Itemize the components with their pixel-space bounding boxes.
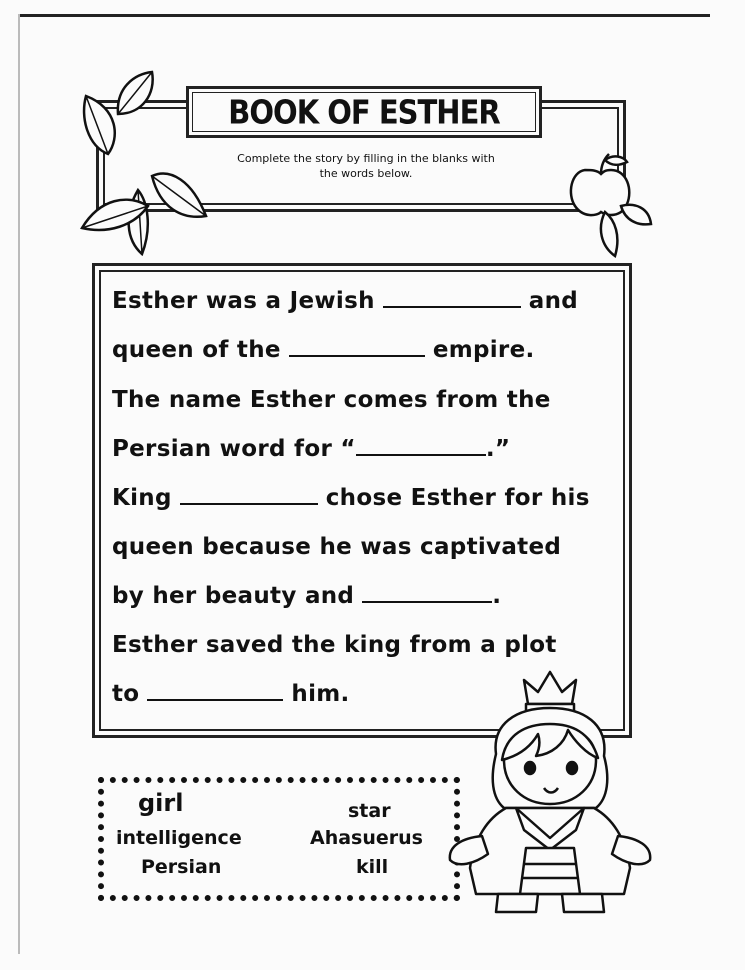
word-bank-item[interactable]: star	[348, 800, 391, 822]
story-text: by her beauty and	[112, 583, 355, 609]
story-line-8	[112, 632, 557, 658]
blank-3[interactable]	[356, 454, 486, 456]
story-line-1	[112, 288, 578, 314]
word-bank-item[interactable]: kill	[356, 856, 389, 878]
story-line-2	[112, 337, 535, 363]
instructions-line-1: Complete the story by filling in the blanks with	[237, 152, 495, 165]
story-line-9	[112, 681, 350, 707]
blank-5[interactable]	[362, 601, 492, 603]
title-box	[186, 86, 542, 138]
story-text: him.	[291, 681, 350, 707]
story-text: queen because he was captivated	[112, 534, 562, 560]
apple-icon	[565, 150, 655, 260]
blank-1[interactable]	[383, 306, 521, 308]
word-bank-item[interactable]: Ahasuerus	[310, 827, 423, 849]
page-left-border	[18, 14, 20, 954]
story-text: to	[112, 681, 140, 707]
story-text: empire.	[432, 337, 535, 363]
story-text: .	[492, 583, 502, 609]
story-line-3	[112, 387, 551, 413]
word-bank-item[interactable]: intelligence	[116, 827, 242, 849]
story-text: Esther was a Jewish	[112, 288, 375, 314]
worksheet-title: BOOK OF ESTHER	[228, 92, 500, 132]
story-line-5	[112, 485, 590, 511]
story-text: Persian word for “	[112, 436, 356, 462]
word-bank-item[interactable]: Persian	[141, 856, 222, 878]
instructions-line-2: the words below.	[319, 167, 413, 180]
word-bank-item[interactable]: girl	[138, 789, 184, 817]
story-text: chose Esther for his	[325, 485, 590, 511]
story-text: The name Esther comes from the	[112, 387, 551, 413]
leaves-icon	[78, 68, 208, 258]
story-text: and	[528, 288, 579, 314]
story-line-4	[112, 436, 510, 462]
blank-4[interactable]	[180, 503, 318, 505]
story-line-6	[112, 534, 561, 560]
page-top-border	[20, 14, 710, 17]
story-text: Esther saved the king from a plot	[112, 632, 557, 658]
blank-2[interactable]	[289, 355, 425, 357]
queen-esther-icon	[440, 668, 660, 923]
story-text: .”	[485, 436, 511, 462]
story-text: King	[112, 485, 172, 511]
story-line-7	[112, 583, 501, 609]
story-text: queen of the	[112, 337, 281, 363]
instructions	[196, 151, 536, 181]
blank-6[interactable]	[147, 699, 283, 701]
